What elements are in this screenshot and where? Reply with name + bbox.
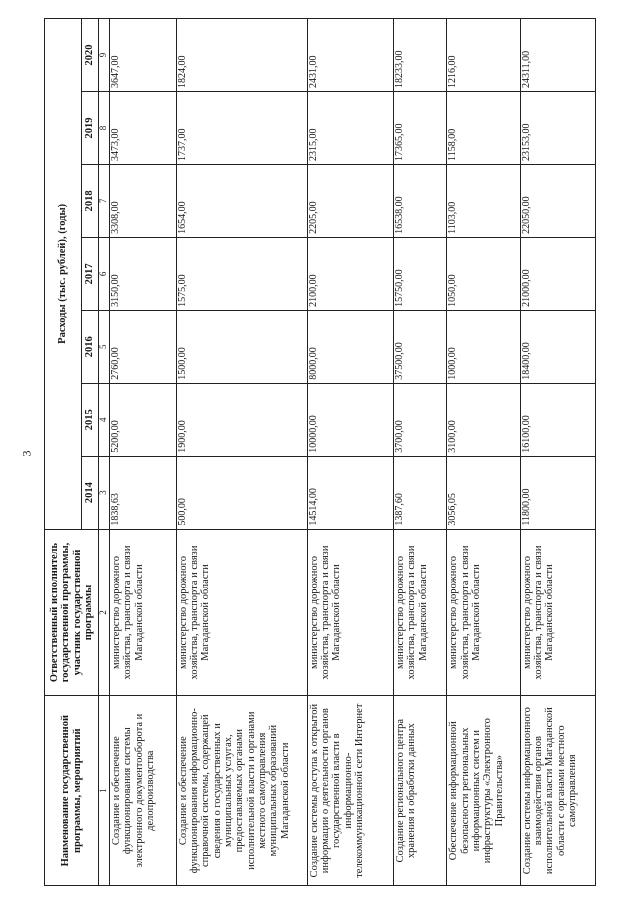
column-index: 3 [99, 456, 110, 529]
activity-name: Создание системы информационного взаимодействия органов исполнительной власти Магаданской области с органами местного самоуправления [520, 696, 595, 886]
expense-value: 18400,00 [520, 310, 595, 383]
expense-value: 10000,00 [307, 383, 394, 456]
expense-value: 37500,00 [394, 310, 447, 383]
header-year: 2015 [82, 383, 99, 456]
header-year: 2014 [82, 456, 99, 529]
column-index: 6 [99, 237, 110, 310]
expense-value: 1103,00 [447, 164, 520, 237]
expense-value: 3647,00 [110, 19, 177, 92]
expense-value: 14514,00 [307, 456, 394, 529]
expenses-table [44, 18, 596, 886]
expense-value: 1500,00 [176, 310, 307, 383]
expense-value: 1737,00 [176, 92, 307, 165]
expense-value: 16100,00 [520, 383, 595, 456]
header-expenses: Расходы (тыс. рублей), (годы) [45, 19, 82, 530]
expense-value: 18233,00 [394, 19, 447, 92]
expense-value: 16538,00 [394, 164, 447, 237]
expense-value: 24311,00 [520, 19, 595, 92]
header-year: 2020 [82, 19, 99, 92]
expense-value: 1824,00 [176, 19, 307, 92]
expense-value: 3308,00 [110, 164, 177, 237]
expense-value: 1900,00 [176, 383, 307, 456]
rotated-page [44, 18, 596, 886]
expense-value: 23153,00 [520, 92, 595, 165]
expense-value: 2431,00 [307, 19, 394, 92]
column-index: 1 [99, 696, 110, 886]
executor: министерство дорожного хозяйства, транспорта и связи Магаданской области [394, 529, 447, 696]
table-row [447, 19, 520, 886]
expense-value: 5200,00 [110, 383, 177, 456]
expense-value: 2100,00 [307, 237, 394, 310]
expense-value: 3473,00 [110, 92, 177, 165]
header-year: 2017 [82, 237, 99, 310]
expense-value: 1575,00 [176, 237, 307, 310]
column-index: 9 [99, 19, 110, 92]
activity-name: Создание и обеспечение функционирования системы электронного документооборота и делопроизводства [110, 696, 177, 886]
expense-value: 15750,00 [394, 237, 447, 310]
table-row [307, 19, 394, 886]
table-row [520, 19, 595, 886]
header-year: 2019 [82, 92, 99, 165]
expense-value: 2315,00 [307, 92, 394, 165]
executor: министерство дорожного хозяйства, транспорта и связи Магаданской области [307, 529, 394, 696]
expense-value: 3150,00 [110, 237, 177, 310]
header-executor: Ответственный исполнитель государственной программы, участник государственной программы [45, 529, 99, 696]
expense-value: 1387,60 [394, 456, 447, 529]
column-index: 8 [99, 92, 110, 165]
header-year: 2018 [82, 164, 99, 237]
expense-value: 3100,00 [447, 383, 520, 456]
column-index: 4 [99, 383, 110, 456]
header-name: Наименование государственной программы, мероприятий [45, 696, 99, 886]
expense-value: 1216,00 [447, 19, 520, 92]
expense-value: 22050,00 [520, 164, 595, 237]
expense-value: 1158,00 [447, 92, 520, 165]
column-index: 5 [99, 310, 110, 383]
activity-name: Обеспечение информационной безопасности региональных информационных систем и инфраструктуры «Электронного Правительства» [447, 696, 520, 886]
executor: министерство дорожного хозяйства, транспорта и связи Магаданской области [520, 529, 595, 696]
expense-value: 21000,00 [520, 237, 595, 310]
table-row [176, 19, 307, 886]
column-index: 7 [99, 164, 110, 237]
executor: министерство дорожного хозяйства, транспорта и связи Магаданской области [447, 529, 520, 696]
executor: министерство дорожного хозяйства, транспорта и связи Магаданской области [110, 529, 177, 696]
activity-name: Создание регионального центра хранения и обработки данных [394, 696, 447, 886]
expense-value: 8000,00 [307, 310, 394, 383]
column-index: 2 [99, 529, 110, 696]
expense-value: 2760,00 [110, 310, 177, 383]
expense-value: 17365,00 [394, 92, 447, 165]
executor: министерство дорожного хозяйства, транспорта и связи Магаданской области [176, 529, 307, 696]
expense-value: 1838,63 [110, 456, 177, 529]
expense-value: 1050,00 [447, 237, 520, 310]
expense-value: 1654,00 [176, 164, 307, 237]
expense-value: 500,00 [176, 456, 307, 529]
expense-value: 3056,05 [447, 456, 520, 529]
activity-name: Создание и обеспечение функционирования информационно-справочной системы, содержащей сведения о государственных и муниципальных услугах, предоставляемых органами исполнительной власти и органами местного самоуправления муниципальных образований Магаданской области [176, 696, 307, 886]
expense-value: 1000,00 [447, 310, 520, 383]
page-number: 3 [19, 450, 34, 457]
table-row [394, 19, 447, 886]
expense-value: 11800,00 [520, 456, 595, 529]
header-year: 2016 [82, 310, 99, 383]
activity-name: Создание системы доступа к открытой информации о деятельности органов государственной власти в информационно-телекоммуникационной сети Интернет [307, 696, 394, 886]
column-index-row [99, 19, 110, 886]
expense-value: 2205,00 [307, 164, 394, 237]
expense-value: 3700,00 [394, 383, 447, 456]
table-row [110, 19, 177, 886]
